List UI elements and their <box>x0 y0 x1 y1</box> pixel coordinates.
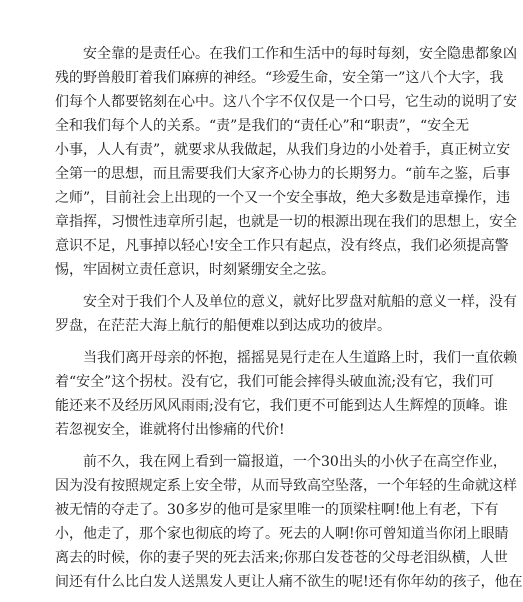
text-line: 小事，人人有责”，就要求从我做起，从我们身边的小处着手，真正树立安 <box>55 142 511 158</box>
text-line: 安全对于我们个人及单位的意义，就好比罗盘对航船的意义一样，没有 <box>83 294 517 310</box>
article-body <box>55 42 523 602</box>
text-line: 能还来不及经历风风雨雨;没有它，我们更不可能到达人生辉煌的顶峰。谁 <box>55 398 508 414</box>
text-line: 间还有什么比白发人送黑发人更让人痛不欲生的呢!还有你年幼的孩子，他在 <box>55 574 523 590</box>
text-line: 全第一的思想，而且需要我们大家齐心协力的长期努力。“前车之鉴，后事 <box>55 166 511 182</box>
text-line: 前不久，我在网上看到一篇报道，一个30出头的小伙子在高空作业， <box>83 454 507 470</box>
text-line: 当我们离开母亲的怀抱，摇摇晃晃行走在人生道路上时，我们一直依赖 <box>83 350 517 366</box>
text-line: 小，他走了，那个家也彻底的垮了。死去的人啊!你可曾知道当你闭上眼睛 <box>55 526 509 542</box>
text-line: 们每个人都要铭刻在心中。这八个字不仅仅是一个口号，它生动的说明了安 <box>55 94 517 110</box>
text-line: 之师”，目前社会上出现的一个又一个安全事故，绝大多数是违章操作，违 <box>55 190 511 206</box>
text-line: 惕，牢固树立责任意识，时刻紧绷安全之弦。 <box>55 262 335 278</box>
text-line: 罗盘，在茫茫大海上航行的船便难以到达成功的彼岸。 <box>55 318 391 334</box>
paragraph-4 <box>55 450 523 594</box>
paragraph-1 <box>55 42 517 282</box>
paragraph-2 <box>55 290 517 338</box>
text-line: 意识不足，凡事掉以轻心!安全工作只有起点，没有终点，我们必须提高警 <box>55 238 509 254</box>
text-line: 被无情的夺走了。30多岁的他可是家里唯一的顶梁柱啊!他上有老，下有 <box>55 502 499 518</box>
paragraph-3 <box>55 346 517 442</box>
text-line: 因为没有按照规定系上安全带，从而导致高空坠落，一个年轻的生命就这样 <box>55 478 517 494</box>
text-line: 离去的时候，你的妻子哭的死去活来;你那白发苍苍的父母老泪纵横，人世 <box>55 550 508 566</box>
text-line: 若忽视安全，谁就将付出惨痛的代价! <box>55 422 285 438</box>
text-line: 全和我们每个人的关系。“责”是我们的“责任心”和“职责”，“安全无 <box>55 118 470 134</box>
text-line: 残的野兽般盯着我们麻痹的神经。“珍爱生命，安全第一”这八个大字，我 <box>55 70 504 86</box>
text-line: 章指挥，习惯性违章所引起，也就是一切的根源出现在我们的思想上，安全 <box>55 214 517 230</box>
text-line: 着“安全”这个拐杖。没有它，我们可能会摔得头破血流;没有它，我们可 <box>55 374 495 390</box>
text-line: 安全靠的是责任心。在我们工作和生活中的每时每刻，安全隐患都象凶 <box>83 46 517 62</box>
